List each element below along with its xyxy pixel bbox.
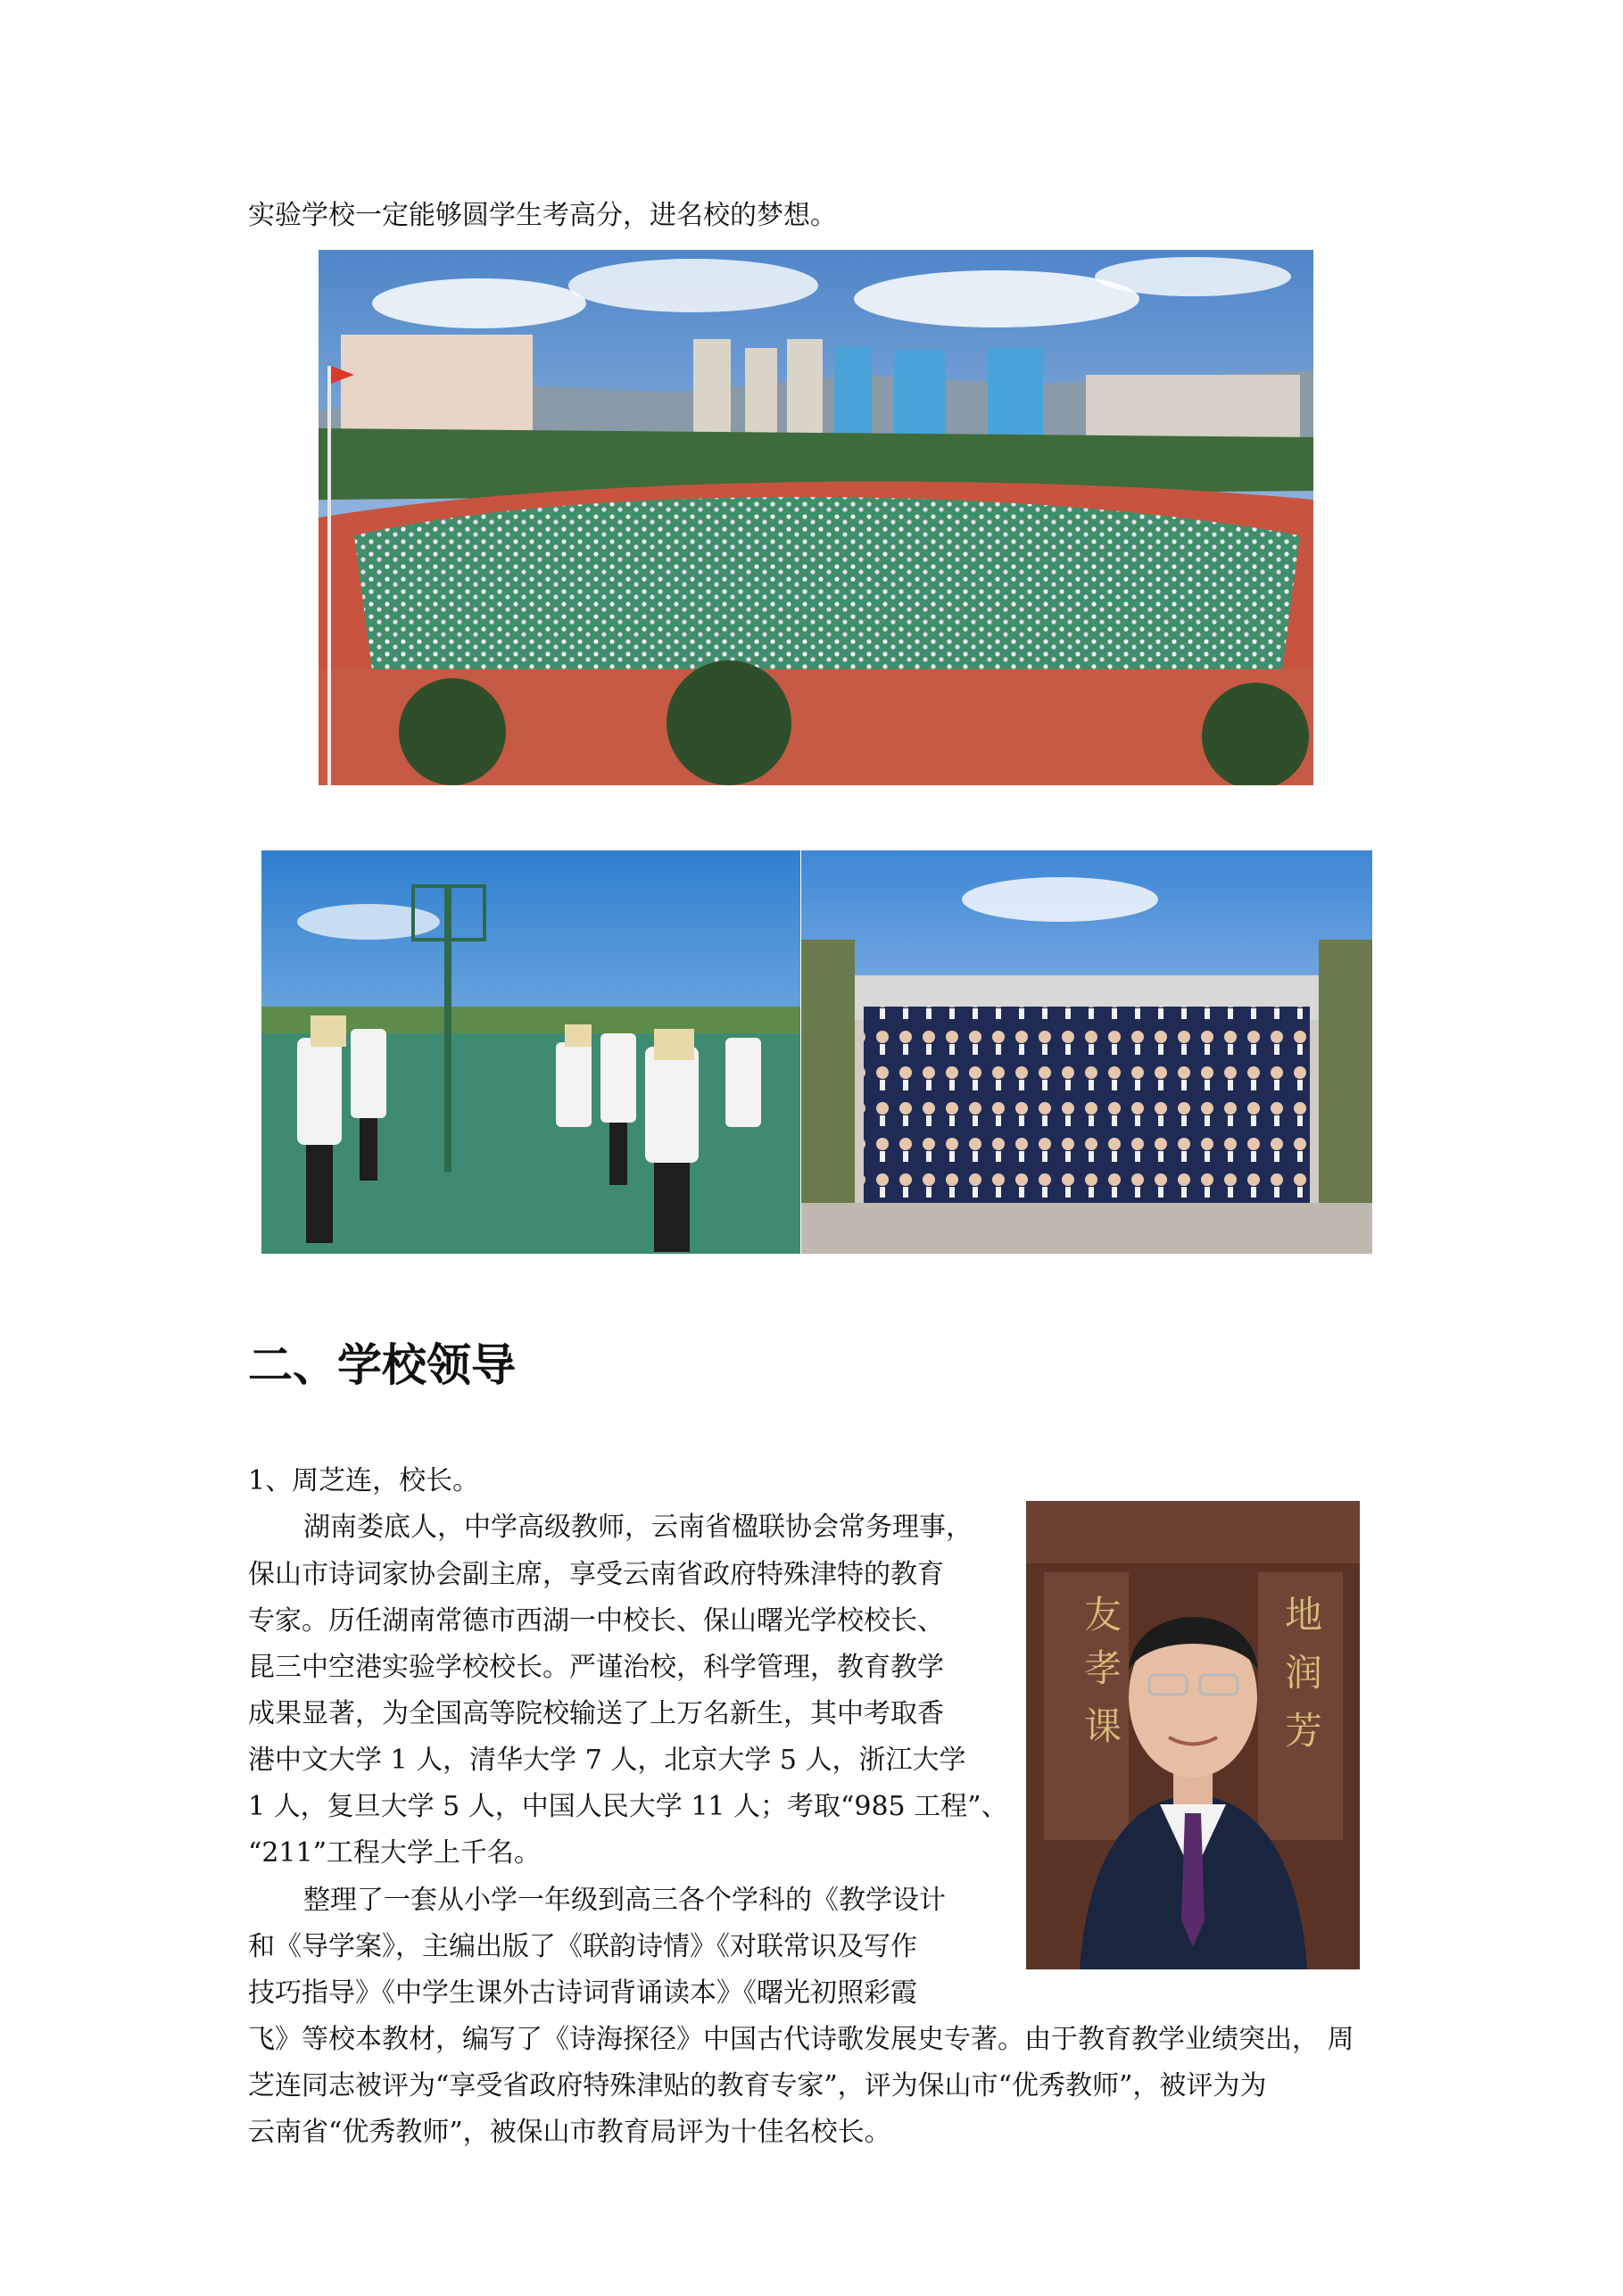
leader-bio-line: 保山市诗词家协会副主席，享受云南省政府特殊津特的教育 [248, 1559, 944, 1590]
principal-portrait-photo [1026, 1501, 1360, 1969]
leader-bio-line: 整理了一套从小学一年级到高三各个学科的《教学设计 [303, 1885, 946, 1916]
leader-bio-line: 昆三中空港实验学校校长。严谨治校，科学管理，教育教学 [248, 1652, 944, 1683]
leader-bio-line: 1 人，复旦大学 5 人，中国人民大学 11 人；考取“985 工程”、 [248, 1791, 1008, 1822]
leader-bio-line: “211”工程大学上千名。 [248, 1837, 541, 1869]
section-heading: 二、学校领导 [248, 1339, 516, 1391]
intro-line: 实验学校一定能够圆学生考高分，进名校的梦想。 [248, 200, 837, 231]
leader-bio-line: 湖南娄底人，中学高级教师，云南省楹联协会常务理事， [303, 1512, 973, 1543]
leader-bio-line: 港中文大学 1 人，清华大学 7 人，北京大学 5 人，浙江大学 [248, 1745, 966, 1776]
leader-bio-line: 飞》等校本教材，编写了《诗海探径》中国古代诗歌发展史专著。由于教育教学业绩突出， 周 [248, 2024, 1354, 2055]
staff-group-photo [801, 850, 1372, 1254]
campus-playground-photo [319, 250, 1313, 785]
leader-bio-line: 专家。历任湖南常德市西湖一中校长、保山曙光学校校长、 [248, 1605, 944, 1637]
leader-bio-line: 云南省“优秀教师”，被保山市教育局评为十佳名校长。 [248, 2117, 891, 2148]
leader-bio-line: 技巧指导》《中学生课外古诗词背诵读本》《曙光初照彩霞 [248, 1977, 917, 2009]
wall-character: 课 [1084, 1704, 1122, 1748]
students-reading-photo [261, 850, 800, 1254]
wall-character: 友 [1084, 1593, 1122, 1637]
leader-bio-line: 和《导学案》，主编出版了《联韵诗情》《对联常识及写作 [248, 1931, 917, 1962]
wall-character: 地 [1285, 1593, 1323, 1637]
leader-bio-line: 成果显著，为全国高等院校输送了上万名新生，其中考取香 [248, 1698, 944, 1729]
wall-character: 孝 [1084, 1646, 1122, 1690]
leader-bio-line: 芝连同志被评为“享受省政府特殊津贴的教育专家”，评为保山市“优秀教师”，被评为为 [248, 2070, 1267, 2101]
wall-character: 润 [1285, 1651, 1323, 1695]
wall-character: 芳 [1285, 1709, 1323, 1753]
leader-entry-title: 1、周芝连，校长。 [248, 1465, 480, 1496]
